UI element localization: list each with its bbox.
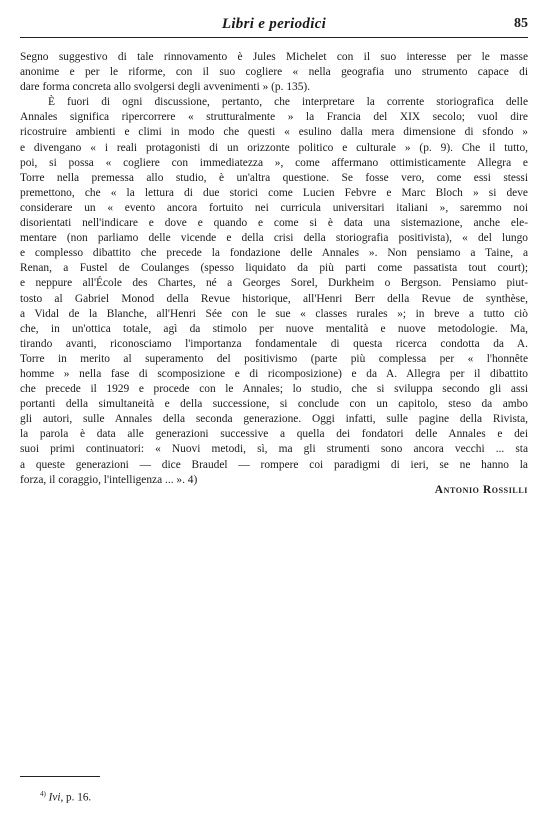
text-line: Segno suggestivo di tale rinnovamento è Jules Michelet con il suo interesse per le masse: [20, 51, 528, 63]
text-line: poi, si possa « cogliere con immediatezza », come affermano ottimisticamente Allegra e: [20, 156, 528, 169]
text-line: che, in un'ottica totale, agì da stimolo per nuove mentalità e nuove metodologie. Ma,: [20, 322, 528, 335]
header-rule: [20, 37, 528, 38]
text-line: Torre in merito al superamento del positivismo (parte più complessa per « l'honnête: [20, 352, 528, 365]
text-line: Renan, a Fustel de Coulanges (spesso liquidato da più parti come passatista tout court);: [20, 262, 528, 275]
text-line: tirando avanti, riconosciamo l'importanza fondamentale di questa ricerca condotta da A.: [20, 337, 528, 350]
text-line: a Vidal de la Blanche, all'Henri Sée con le sue « classes rurales »; in breve a tutto ciò: [20, 307, 528, 320]
author-signature: Antonio Rossilli: [434, 484, 528, 496]
text-line: che precede il 1929 e procede con le Annales; lo studio, che si sviluppa secondo gli assi: [20, 383, 528, 396]
text-line: mentare (non parliamo delle vicende e della crisi della storiografia positivista), « del lungo: [20, 232, 528, 245]
footnote-ivi: Ivi,: [48, 791, 64, 804]
text-line: ricostruire ambienti e climi in modo che questi « esulino dalla mera dimensione di sfondo »: [20, 126, 528, 139]
text-line: gli autori, sulle Annales della seconda generazione. Oggi infatti, sulle pagine della Rivista,: [20, 413, 528, 426]
footnote-marker: 4): [40, 790, 46, 798]
text-line: e neppure all'École des Chartes, né a Georges Sorel, Durkheim o Bergson. Pensiamo piut-: [20, 277, 528, 290]
text-line: È fuori di ogni discussione, pertanto, che interpretare la corrente storiografica delle: [48, 96, 528, 109]
footnote-page: p. 16.: [66, 791, 92, 804]
running-head-title: Libri e periodici: [221, 16, 327, 32]
text-line: suoi primi continuatori: « Nuovi metodi, sì, ma gli strumenti sono ancora vecchi ... sta: [20, 443, 528, 456]
text-line: Annales significa ripercorrere « strutturalmente » la Francia del XIX secolo; vuol dire: [20, 111, 528, 124]
text-line: dare forma concreta allo svolgersi degli avvenimenti » (p. 135).: [20, 81, 311, 94]
footnote-rule: [20, 776, 100, 777]
text-line: premettono, che « la lettura di due storici come Lucien Febvre e Marc Bloch » si deve: [20, 186, 528, 199]
footnote: [40, 790, 91, 804]
text-line: e divengano « i reali protagonisti di un orizzonte politico e culturale » (p. 9). Che il tutto,: [20, 141, 528, 154]
text-line: tosto al Gabriel Monod della Revue historique, all'Henri Berr della Revue de synthèse,: [20, 292, 528, 305]
text-line: a queste generazioni — dice Braudel — rompere coi paradigmi di ieri, se ne hanno la: [20, 458, 528, 471]
text-line: anonime e per le riforme, con il suo cogliere « nella geografia uno strumento capace di: [20, 66, 528, 79]
text-line: la parola è data alle generazioni successive a quella dei fondatori delle Annales e dei: [20, 428, 528, 441]
text-line: considerare un « evento ancora fortuito nei curricula universitari italiani », saremmo noi: [20, 201, 528, 214]
page-number: 85: [514, 16, 528, 31]
running-head: [20, 16, 528, 34]
text-line: forza, il coraggio, l'intelligenza ... ». 4): [20, 473, 198, 486]
text-line: Torre nella premessa allo studio, è un'altra questione. Se fosse vero, come essi stessi: [20, 171, 528, 184]
text-line: e complesso dibattito che precede la fondazione delle Annales ». Non pensiamo a Taine, a: [20, 247, 528, 260]
text-line: homme » nella fase di scomposizione e di ricomposizione) e da A. Allegra per il dibattito: [20, 367, 528, 380]
text-line: portanti della simultaneità e della successione, si conclude con un capitolo, steso da ambo: [20, 398, 528, 411]
text-line: disorientati nell'indicare e dove e quando e come si è data una sistemazione, anche ele-: [20, 217, 528, 230]
article-body: [20, 50, 528, 488]
